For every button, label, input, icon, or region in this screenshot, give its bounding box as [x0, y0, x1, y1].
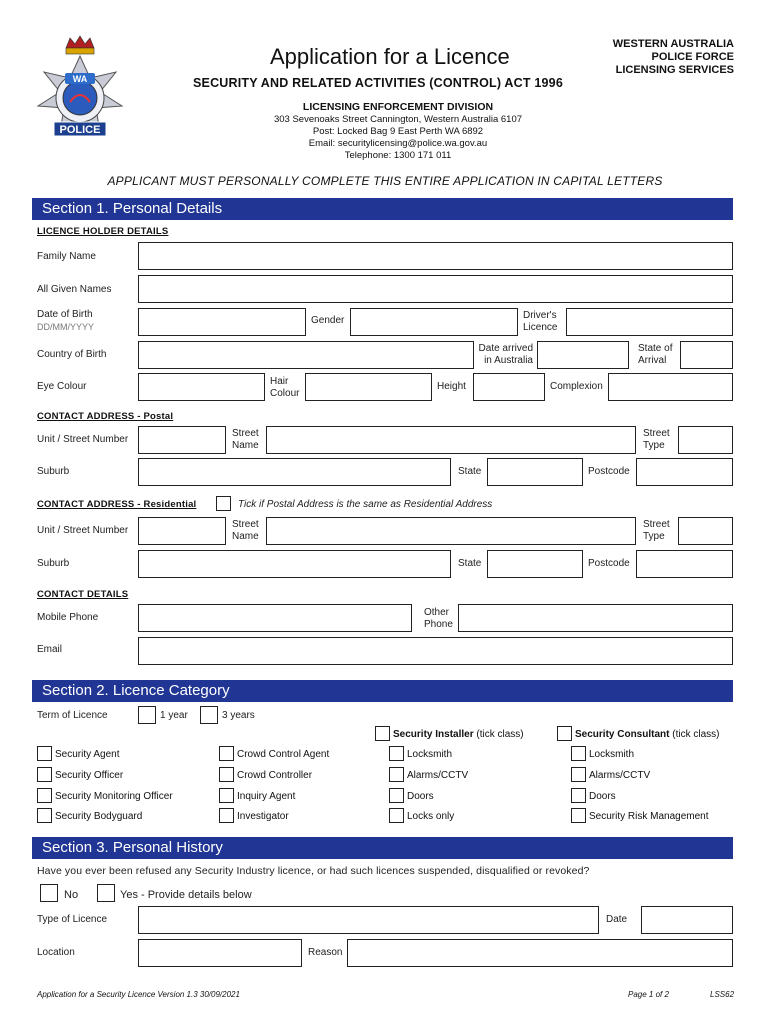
history-yes-checkbox[interactable]: [97, 884, 115, 902]
form-version: Application for a Security Licence Version 1.3 30/09/2021: [37, 990, 240, 999]
term-3-years-checkbox[interactable]: [200, 706, 218, 724]
consultant-alarms-cctv-checkbox[interactable]: [571, 767, 586, 782]
history-yes-label: Yes - Provide details below: [120, 889, 252, 901]
term-of-licence-label: Term of Licence: [37, 710, 108, 721]
consultant-locksmith-checkbox[interactable]: [571, 746, 586, 761]
label-line: Street: [643, 519, 670, 530]
consultant-rest: (tick class): [669, 729, 720, 740]
security-consultant-label: [575, 729, 719, 741]
security-officer-label: Security Officer: [55, 770, 124, 781]
postal-unit-label: Unit / Street Number: [37, 434, 129, 445]
consultant-risk-management-label: Security Risk Management: [589, 811, 709, 822]
label-line: Licence: [523, 322, 558, 333]
family-name-field[interactable]: [138, 242, 733, 270]
division-name: LICENSING ENFORCEMENT DIVISION: [302, 101, 494, 113]
label-line: Name: [232, 440, 259, 451]
security-installer-label: [393, 729, 524, 741]
other-phone-field[interactable]: [458, 604, 733, 632]
installer-bold: Security Installer: [393, 729, 474, 740]
postal-street-name-label: [232, 428, 259, 452]
residential-state-label: State: [458, 558, 482, 569]
postal-street-type-label: [643, 428, 670, 452]
history-date-field[interactable]: [641, 906, 733, 934]
reason-field[interactable]: [347, 939, 733, 967]
postal-state-field[interactable]: [487, 458, 583, 486]
gender-label: Gender: [311, 315, 345, 326]
term-3-years-label: 3 years: [222, 710, 255, 721]
dob-format-hint: DD/MM/YYYY: [37, 322, 95, 332]
residential-address-heading: CONTACT ADDRESS - Residential: [37, 499, 197, 510]
section-3-header: Section 3. Personal History: [32, 837, 733, 859]
dob-field[interactable]: [138, 308, 306, 336]
email-field[interactable]: [138, 637, 733, 665]
same-address-note: Tick if Postal Address is the same as Residential Address: [238, 499, 493, 510]
complexion-field[interactable]: [608, 373, 733, 401]
security-agent-checkbox[interactable]: [37, 746, 52, 761]
security-bodyguard-checkbox[interactable]: [37, 808, 52, 823]
label-line: Street: [232, 519, 259, 530]
org-line: LICENSING SERVICES: [615, 64, 734, 76]
reason-label: Reason: [308, 947, 343, 958]
location-label: Location: [37, 947, 75, 958]
hair-colour-label: [270, 376, 299, 400]
installer-doors-label: Doors: [407, 791, 434, 802]
org-line: POLICE FORCE: [651, 51, 734, 63]
postal-address: Post: Locked Bag 9 East Perth WA 6892: [312, 126, 484, 137]
drivers-licence-label: [523, 310, 557, 334]
form-code: LSS62: [710, 990, 735, 999]
state-of-arrival-label: [638, 343, 672, 367]
residential-street-type-label: [643, 519, 670, 543]
label-line: Date arrived: [478, 343, 533, 354]
history-no-checkbox[interactable]: [40, 884, 58, 902]
mobile-phone-label: Mobile Phone: [37, 612, 99, 623]
residential-state-field[interactable]: [487, 550, 583, 578]
residential-postcode-field[interactable]: [636, 550, 733, 578]
installer-locks-only-label: Locks only: [407, 811, 455, 822]
dob-label: [37, 309, 94, 333]
eye-colour-label: Eye Colour: [37, 381, 87, 392]
postal-suburb-field[interactable]: [138, 458, 451, 486]
postal-street-type-field[interactable]: [678, 426, 733, 454]
given-names-field[interactable]: [138, 275, 733, 303]
state-of-arrival-field[interactable]: [680, 341, 733, 369]
street-address: 303 Sevenoaks Street Cannington, Western Australia 6107: [273, 114, 523, 125]
postal-suburb-label: Suburb: [37, 466, 70, 477]
section-1-header: Section 1. Personal Details: [32, 198, 733, 220]
security-installer-checkbox[interactable]: [375, 726, 390, 741]
security-monitoring-officer-checkbox[interactable]: [37, 788, 52, 803]
label-line: Street: [232, 428, 259, 439]
label-line: Type: [643, 531, 665, 542]
residential-suburb-label: Suburb: [37, 558, 70, 569]
installer-alarms-cctv-checkbox[interactable]: [389, 767, 404, 782]
family-name-label: Family Name: [37, 251, 96, 262]
logo-wa-text: WA: [72, 74, 88, 84]
consultant-alarms-cctv-label: Alarms/CCTV: [589, 770, 651, 781]
consultant-locksmith-label: Locksmith: [589, 749, 635, 760]
height-field[interactable]: [473, 373, 545, 401]
label-line: Hair: [270, 376, 289, 387]
residential-unit-field[interactable]: [138, 517, 226, 545]
contact-details-heading: CONTACT DETAILS: [37, 589, 129, 600]
investigator-checkbox[interactable]: [219, 808, 234, 823]
section-2-header: Section 2. Licence Category: [32, 680, 733, 702]
label-line: Other: [424, 607, 450, 618]
consultant-doors-checkbox[interactable]: [571, 788, 586, 803]
svg-text:POLICE: POLICE: [59, 124, 101, 136]
issuing-organisation: [613, 38, 734, 77]
gender-field[interactable]: [350, 308, 518, 336]
location-field[interactable]: [138, 939, 302, 967]
crowd-controller-checkbox[interactable]: [219, 767, 234, 782]
security-bodyguard-label: Security Bodyguard: [55, 811, 143, 822]
crowd-controller-label: Crowd Controller: [237, 770, 313, 781]
given-names-label: All Given Names: [37, 284, 112, 295]
drivers-licence-field[interactable]: [566, 308, 733, 336]
installer-locksmith-label: Locksmith: [407, 749, 453, 760]
division-address: [198, 100, 598, 162]
label-line: Street: [643, 428, 670, 439]
term-1-year-label: 1 year: [160, 710, 188, 721]
label-line: Phone: [424, 619, 453, 630]
same-address-checkbox[interactable]: [216, 496, 231, 511]
consultant-bold: Security Consultant: [575, 729, 670, 740]
form-title: Application for a Licence: [270, 44, 510, 69]
postal-street-name-field[interactable]: [266, 426, 636, 454]
history-date-label: Date: [606, 914, 628, 925]
dob-label-text: Date of Birth: [37, 309, 93, 320]
inquiry-agent-label: Inquiry Agent: [237, 791, 296, 802]
label-line: Type: [643, 440, 665, 451]
residential-street-type-field[interactable]: [678, 517, 733, 545]
complexion-label: Complexion: [550, 381, 603, 392]
label-line: Name: [232, 531, 259, 542]
security-consultant-checkbox[interactable]: [557, 726, 572, 741]
residential-unit-label: Unit / Street Number: [37, 525, 129, 536]
postal-postcode-label: Postcode: [588, 466, 630, 477]
label-line: Driver's: [523, 310, 557, 321]
history-no-label: No: [64, 889, 79, 901]
installer-locksmith-checkbox[interactable]: [389, 746, 404, 761]
security-officer-checkbox[interactable]: [37, 767, 52, 782]
label-line: Arrival: [638, 355, 667, 366]
date-arrived-field[interactable]: [537, 341, 629, 369]
consultant-doors-label: Doors: [589, 791, 616, 802]
term-1-year-checkbox[interactable]: [138, 706, 156, 724]
crowd-control-agent-label: Crowd Control Agent: [237, 749, 330, 760]
type-of-licence-label: Type of Licence: [37, 914, 108, 925]
crowd-control-agent-checkbox[interactable]: [219, 746, 234, 761]
security-agent-label: Security Agent: [55, 749, 120, 760]
installer-doors-checkbox[interactable]: [389, 788, 404, 803]
postal-postcode-field[interactable]: [636, 458, 733, 486]
installer-alarms-cctv-label: Alarms/CCTV: [407, 770, 469, 781]
email-label: Email: [37, 644, 63, 655]
inquiry-agent-checkbox[interactable]: [219, 788, 234, 803]
contact-phone: Telephone: 1300 171 011: [344, 150, 452, 161]
installer-rest: (tick class): [473, 729, 524, 740]
history-question: Have you ever been refused any Security Industry licence, or had such licences suspended, disqualified or revoked?: [37, 865, 590, 877]
contact-email: Email: securitylicensing@police.wa.gov.au: [308, 138, 488, 149]
label-line: Colour: [270, 388, 300, 399]
act-name: SECURITY AND RELATED ACTIVITIES (CONTROL) ACT 1996: [193, 76, 563, 90]
page-number: Page 1 of 2: [628, 990, 669, 999]
licence-holder-heading: LICENCE HOLDER DETAILS: [37, 226, 169, 237]
country-of-birth-field[interactable]: [138, 341, 474, 369]
label-line: State of: [638, 343, 673, 354]
hair-colour-field[interactable]: [305, 373, 432, 401]
mobile-phone-field[interactable]: [138, 604, 412, 632]
height-label: Height: [437, 381, 466, 392]
country-of-birth-label: Country of Birth: [37, 349, 107, 360]
security-monitoring-officer-label: Security Monitoring Officer: [55, 791, 173, 802]
date-arrived-label: [470, 343, 533, 367]
postal-unit-field[interactable]: [138, 426, 226, 454]
postal-address-heading: CONTACT ADDRESS - Postal: [37, 411, 174, 422]
consultant-risk-management-checkbox[interactable]: [571, 808, 586, 823]
wa-police-logo: [30, 34, 130, 152]
eye-colour-field[interactable]: [138, 373, 265, 401]
installer-locks-only-checkbox[interactable]: [389, 808, 404, 823]
residential-street-name-label: [232, 519, 259, 543]
residential-postcode-label: Postcode: [588, 558, 630, 569]
other-phone-label: [424, 607, 453, 631]
investigator-label: Investigator: [237, 811, 289, 822]
postal-state-label: State: [458, 466, 482, 477]
residential-suburb-field[interactable]: [138, 550, 451, 578]
capital-letters-notice: APPLICANT MUST PERSONALLY COMPLETE THIS ENTIRE APPLICATION IN CAPITAL LETTERS: [107, 174, 663, 188]
residential-street-name-field[interactable]: [266, 517, 636, 545]
org-line: WESTERN AUSTRALIA: [612, 38, 734, 50]
type-of-licence-field[interactable]: [138, 906, 599, 934]
label-line: in Australia: [484, 355, 533, 366]
